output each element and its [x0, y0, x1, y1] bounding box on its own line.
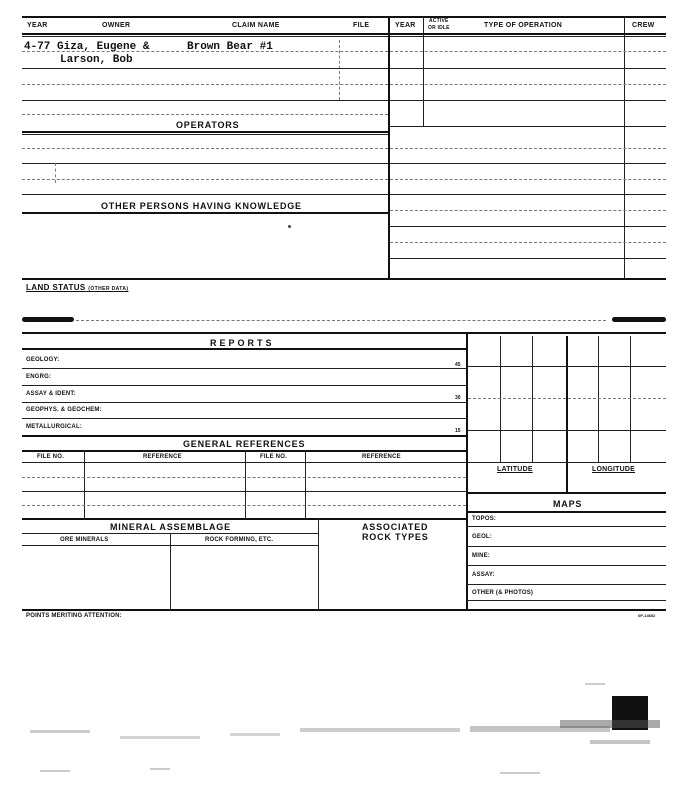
form-number: 6P-14652 [638, 613, 656, 618]
operation-row-line [390, 163, 666, 164]
reports-top-line [22, 332, 666, 334]
maps-row-line [466, 546, 666, 547]
center-divider [388, 16, 390, 278]
operators-row-line [22, 179, 388, 180]
coord-grid-row [468, 398, 666, 399]
owner-row-line [22, 114, 388, 115]
ref-header-line [22, 462, 466, 463]
maps-title: MAPS [553, 499, 583, 509]
operation-row-line [390, 68, 666, 69]
mineral-top-line [22, 518, 466, 520]
divider-crew-left [624, 16, 625, 278]
header-or-idle: OR IDLE [428, 25, 450, 31]
coord-grid-center [566, 336, 568, 492]
header-year-right: YEAR [395, 22, 416, 29]
maps-row-line [466, 526, 666, 527]
ink-dot [288, 225, 291, 228]
owner-row-line [22, 84, 388, 85]
coord-grid-line [630, 336, 631, 462]
operators-line [22, 134, 388, 135]
operation-row-line [390, 100, 666, 101]
report-row-line [22, 385, 466, 386]
mineral-assemblage-title: MINERAL ASSEMBLAGE [110, 522, 231, 532]
operators-row-line [22, 163, 388, 164]
operators-line [22, 131, 388, 133]
operation-row-line [390, 210, 666, 211]
report-row-line [22, 418, 466, 419]
ref-col-file-no-1: FILE NO. [37, 454, 64, 460]
top-border-line [22, 16, 666, 18]
header-active: ACTIVE [429, 18, 449, 24]
points-meriting-attention: POINTS MERITING ATTENTION: [26, 613, 122, 619]
operation-row-line [390, 179, 666, 180]
operation-row-line [390, 194, 666, 195]
header-crew: CREW [632, 22, 655, 29]
coord-grid-line [598, 336, 599, 462]
maps-mine: MINE: [472, 553, 490, 559]
operation-row-line [390, 126, 666, 127]
operation-row-line [390, 148, 666, 149]
operation-row-line [390, 226, 666, 227]
header-file: FILE [353, 22, 370, 29]
other-persons-line [22, 212, 388, 214]
divider-file-left [339, 40, 340, 100]
coord-grid-line [532, 336, 533, 462]
operators-row-line [22, 194, 388, 195]
maps-geol: GEOL: [472, 534, 492, 540]
owner-row-line [22, 68, 388, 69]
report-geophys: GEOPHYS. & GEOCHEM: [26, 407, 102, 413]
maps-title-line [466, 511, 666, 513]
owner-row-line [22, 51, 388, 52]
report-assay-num: 30 [455, 395, 461, 401]
maps-row-line [466, 584, 666, 585]
header-claim-name: CLAIM NAME [232, 22, 280, 29]
header-owner: OWNER [102, 22, 131, 29]
scan-smudge-right [612, 317, 666, 322]
ref-col-reference-2: REFERENCE [362, 454, 401, 460]
report-engrg: ENGRG: [26, 374, 52, 380]
coord-grid-row [468, 430, 666, 431]
operators-small-divider [55, 163, 56, 183]
assoc-divider [318, 518, 319, 609]
rock-forming-label: ROCK FORMING, ETC. [205, 537, 274, 543]
maps-row-line [466, 600, 666, 601]
maps-row-line [466, 565, 666, 566]
ref-divider [84, 450, 85, 518]
land-status-title: LAND STATUS [26, 283, 86, 292]
divider-active-left [423, 16, 424, 126]
report-geology-num: 45 [455, 362, 461, 368]
owner-entry-line1: 4-77 Giza, Eugene & [24, 41, 150, 53]
operation-row-line [390, 51, 666, 52]
header-year: YEAR [27, 22, 48, 29]
coord-grid-line [500, 336, 501, 462]
claim-name-entry: Brown Bear #1 [187, 41, 273, 53]
land-status-label [26, 283, 128, 294]
general-refs-title-line [22, 450, 466, 452]
maps-topos: TOPOS: [472, 516, 497, 522]
mineral-col-divider [170, 533, 171, 609]
rock-types-label: ROCK TYPES [362, 532, 429, 542]
land-status-sub: (OTHER DATA) [88, 286, 129, 292]
reports-title: REPORTS [210, 338, 275, 348]
associated-label: ASSOCIATED [362, 522, 429, 532]
report-row-line [22, 368, 466, 369]
ore-minerals-label: ORE MINERALS [60, 537, 109, 543]
longitude-label: LONGITUDE [592, 466, 636, 473]
scan-smudge-left [22, 317, 74, 322]
general-refs-top-line [22, 435, 466, 437]
report-row-line [22, 402, 466, 403]
operation-row-line [390, 84, 666, 85]
report-geology: GEOLOGY: [26, 357, 60, 363]
operators-label: OPERATORS [176, 120, 240, 130]
header-bottom-line-thin [22, 36, 666, 37]
ref-col-file-no-2: FILE NO. [260, 454, 287, 460]
ref-divider [245, 450, 246, 518]
header-bottom-line [22, 33, 666, 35]
owner-entry-line2: Larson, Bob [60, 54, 133, 66]
maps-other-photos: OTHER (& PHOTOS) [472, 590, 534, 596]
general-refs-title: GENERAL REFERENCES [183, 439, 306, 449]
report-metallurgical-num: 15 [455, 428, 461, 434]
report-assay: ASSAY & IDENT: [26, 391, 76, 397]
ref-col-reference-1: REFERENCE [143, 454, 182, 460]
header-type-of-operation: TYPE OF OPERATION [484, 22, 563, 29]
maps-top-line [466, 492, 666, 494]
top-table-bottom-line [22, 278, 666, 280]
operation-row-line [390, 242, 666, 243]
right-panel-divider [466, 332, 468, 609]
land-status-line [76, 320, 606, 321]
latitude-label: LATITUDE [497, 466, 533, 473]
coord-grid-row [468, 366, 666, 367]
owner-row-line [22, 100, 388, 101]
maps-assay: ASSAY: [472, 572, 495, 578]
points-line [22, 609, 666, 611]
report-metallurgical: METALLURGICAL: [26, 424, 83, 430]
operators-row-line [22, 148, 388, 149]
ref-row-line [22, 505, 466, 506]
coord-grid-row [468, 462, 666, 463]
other-persons-label: OTHER PERSONS HAVING KNOWLEDGE [101, 201, 302, 211]
ref-divider [305, 450, 306, 518]
reports-title-line [22, 348, 466, 350]
ref-row-line [22, 491, 466, 492]
ref-row-line [22, 477, 466, 478]
operation-row-line [390, 258, 666, 259]
